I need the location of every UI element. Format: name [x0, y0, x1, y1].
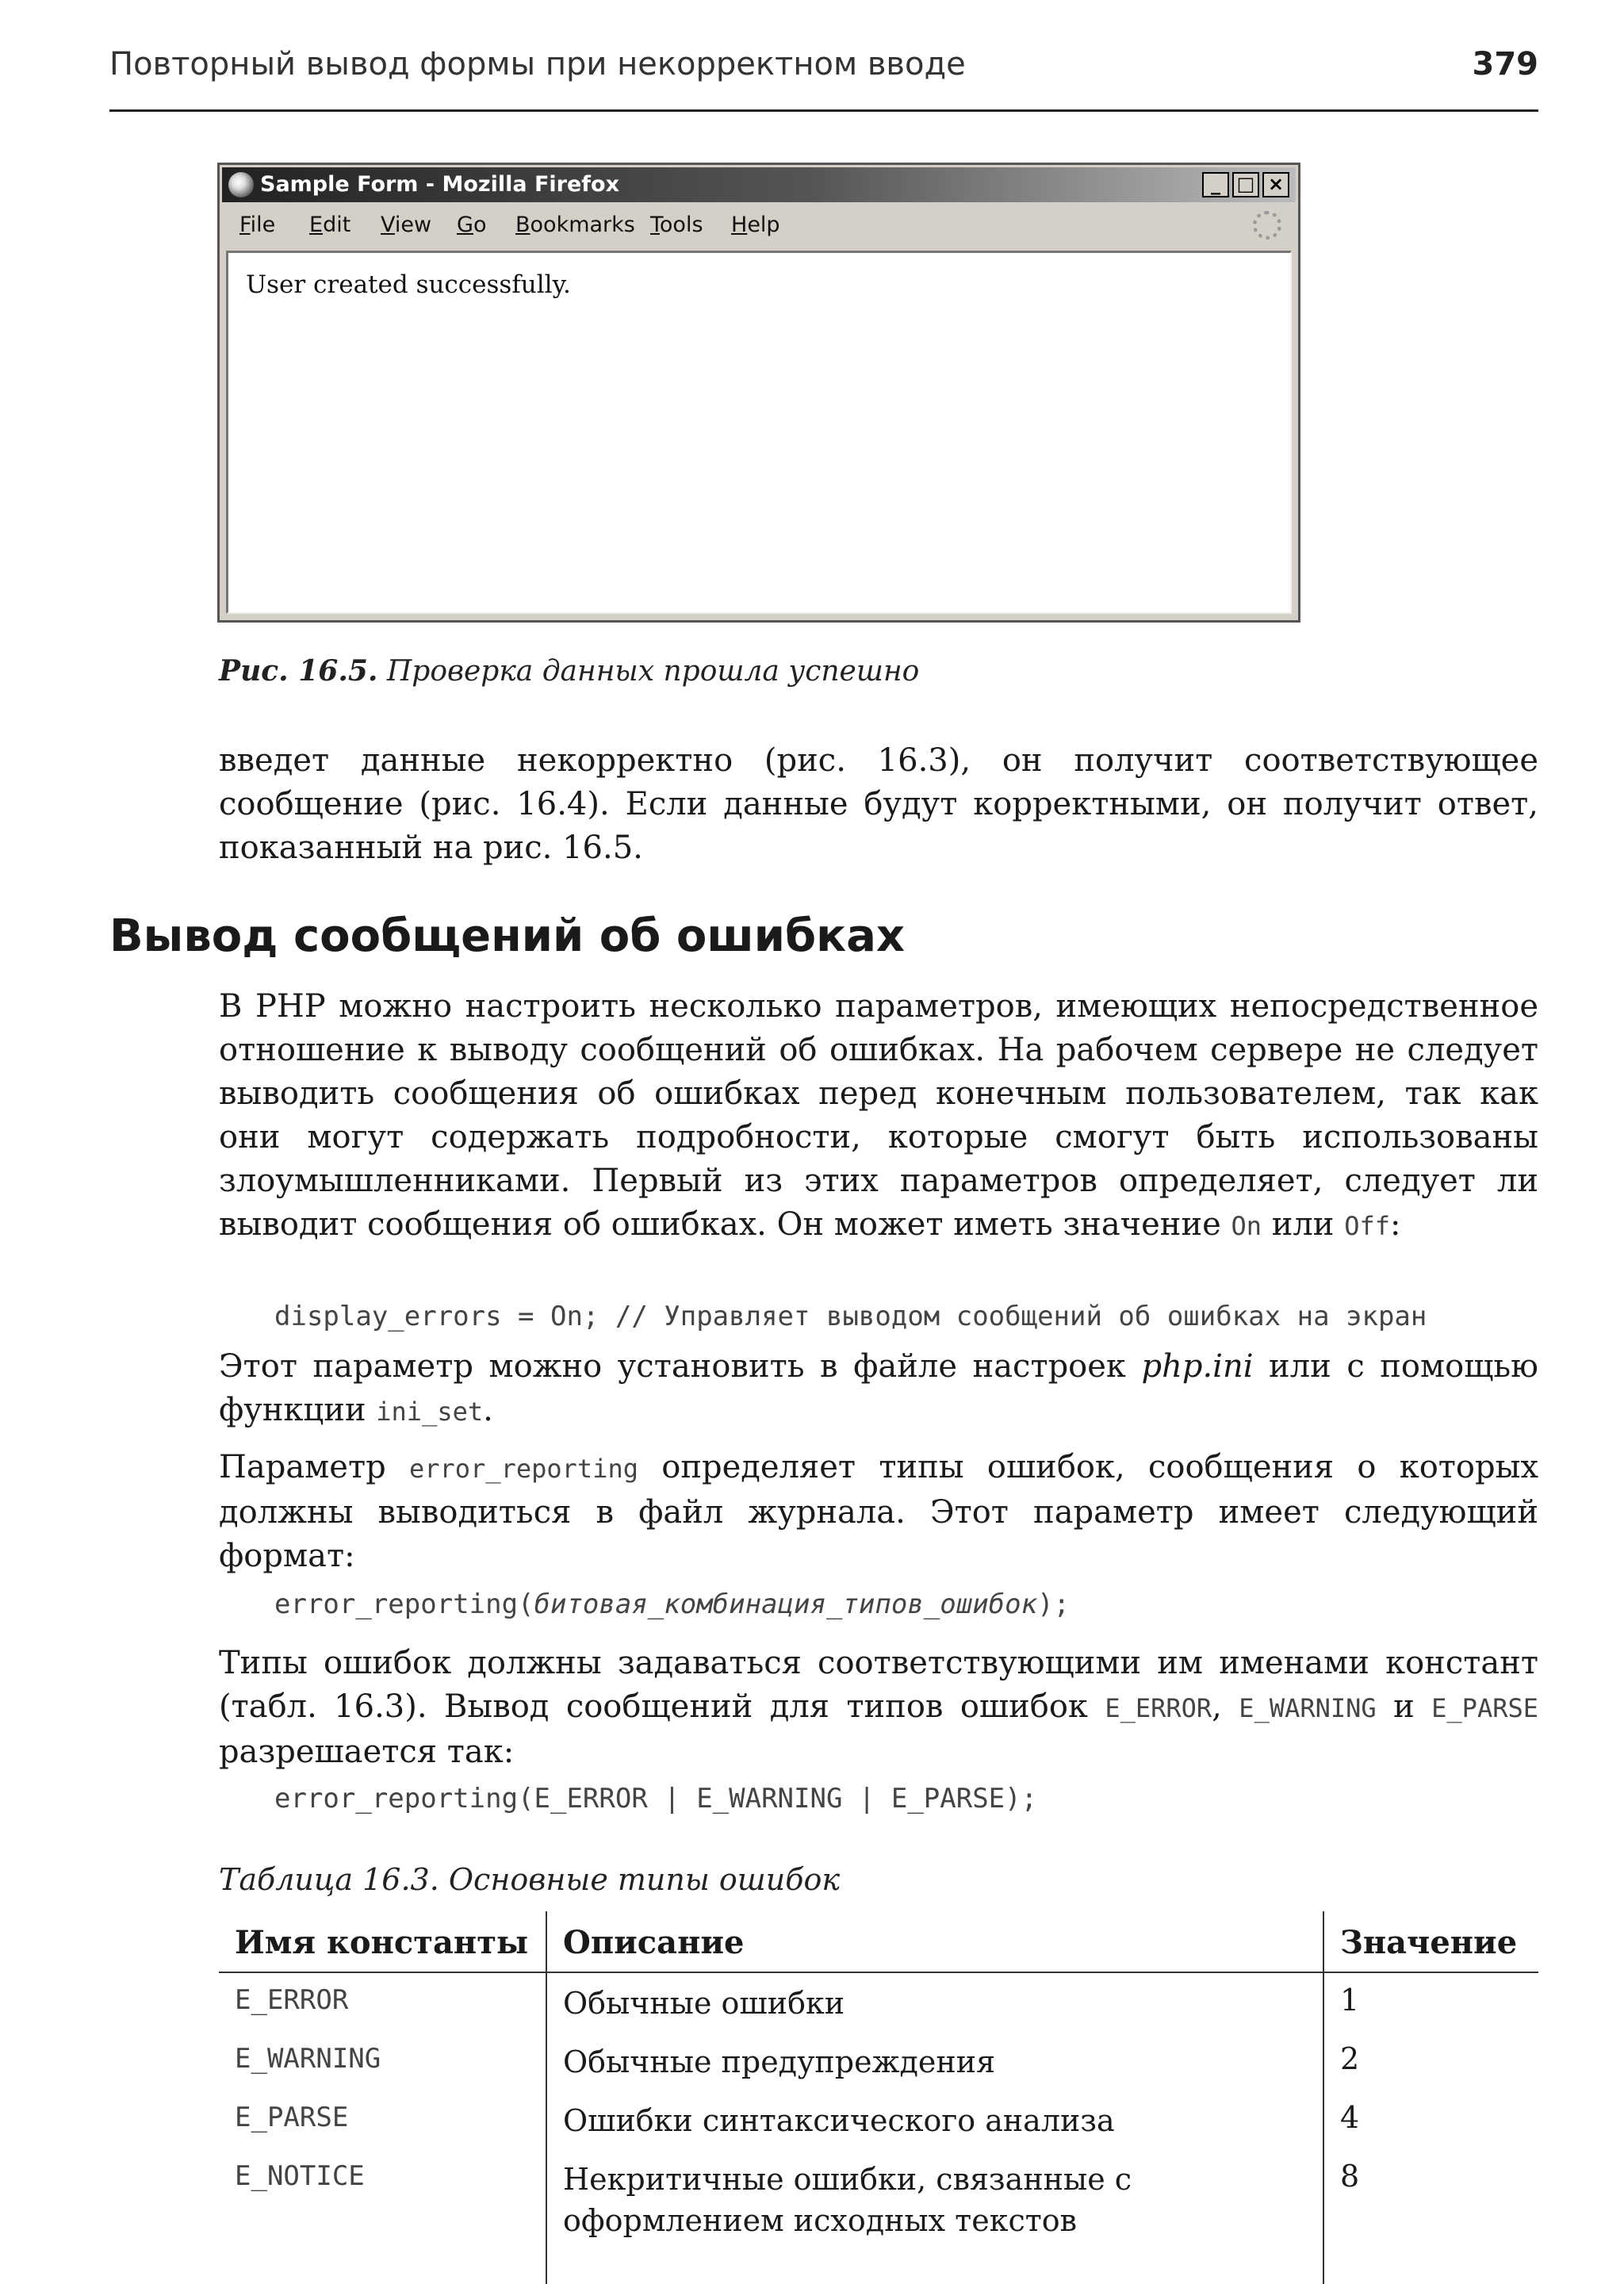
menu-bookmarks[interactable]: Bookmarks — [515, 213, 635, 237]
menu-file[interactable]: File — [239, 213, 276, 237]
code-e-warning: E_WARNING — [1239, 1693, 1377, 1723]
browser-viewport — [226, 251, 1292, 614]
table-header-row — [219, 1911, 1538, 1973]
paragraph-5-text: Типы ошибок должны задаваться соответствующими им именами констант (табл. 16.3). Вывод сообщений для типов ошибок — [219, 1645, 1538, 1725]
table-row — [219, 2090, 1538, 2149]
paragraph-3-end: . — [483, 1392, 493, 1428]
file-name: php.ini — [1141, 1348, 1254, 1385]
menu-tools[interactable]: Tools — [650, 213, 703, 237]
code-2-end: ); — [1037, 1588, 1071, 1620]
paragraph-5-sep: , — [1212, 1688, 1239, 1725]
figure-caption — [219, 654, 919, 688]
cell-value: 4 — [1340, 2100, 1360, 2135]
code-error-reporting-call: error_reporting(E_ERROR | E_WARNING | E_PARSE); — [274, 1783, 1038, 1815]
running-title: Повторный вывод формы при некорректном вводе — [109, 46, 966, 82]
table-row — [219, 2149, 1538, 2249]
paragraph-1: введет данные некорректно (рис. 16.3), он получит соответствующее сообщение (рис. 16.4). Если данные будут корректными, он получит ответ, показанный на рис. 16.5. — [219, 742, 1538, 866]
header-constant-name: Имя константы — [235, 1924, 529, 1961]
maximize-button[interactable]: □ — [1232, 172, 1259, 197]
table-row — [219, 1973, 1538, 2032]
code-off: Off — [1344, 1211, 1390, 1241]
code-e-error: E_ERROR — [1105, 1693, 1212, 1723]
figure-caption-text: Проверка данных прошла успешно — [377, 655, 920, 688]
paragraph-3-text: Этот параметр можно установить в файле настроек — [219, 1348, 1142, 1385]
paragraph-2-end: : — [1389, 1206, 1401, 1243]
cell-constant: E_PARSE — [235, 2102, 349, 2133]
minimize-button[interactable]: _ — [1202, 172, 1229, 197]
cell-constant: E_NOTICE — [235, 2160, 365, 2192]
cell-constant: E_WARNING — [235, 2043, 381, 2075]
cell-value: 2 — [1340, 2041, 1360, 2076]
browser-window-figure — [217, 163, 1300, 623]
code-error-reporting: error_reporting — [409, 1454, 638, 1484]
code-e-parse: E_PARSE — [1431, 1693, 1538, 1723]
figure-caption-label: Рис. 16.5. — [219, 654, 378, 688]
cell-constant: E_ERROR — [235, 1984, 349, 2016]
menu-go[interactable]: Go — [457, 213, 487, 237]
paragraph-2-text: В PHP можно настроить несколько параметров, имеющих непосредственное отношение к выводу сообщений об ошибках. На рабочем сервере не следует выводить сообщения об ошибках перед конечным пользователем, так как они могут содержать подробности, которые смогут быть использованы злоумышленниками. Первый из этих параметров определяет, следует ли выводит сообщения об ошибках. Он может иметь значение — [219, 988, 1538, 1243]
cell-description: Обычные ошибки — [563, 1986, 845, 2021]
paragraph-2 — [219, 985, 1538, 1248]
code-2-arg: битовая_комбинация_типов_ошибок — [534, 1588, 1038, 1620]
cell-value: 8 — [1340, 2159, 1360, 2194]
throbber-icon — [1253, 211, 1281, 240]
code-2-start: error_reporting( — [274, 1588, 534, 1620]
menu-view[interactable]: View — [381, 213, 432, 237]
paragraph-5 — [219, 1642, 1538, 1774]
menu-bar — [222, 205, 1296, 246]
error-types-table — [219, 1911, 1538, 2249]
paragraph-3 — [219, 1345, 1538, 1434]
code-error-reporting-format — [274, 1588, 1070, 1620]
paragraph-2-mid: или — [1262, 1206, 1345, 1243]
code-on: On — [1231, 1211, 1262, 1241]
paragraph-5-and: и — [1376, 1688, 1432, 1725]
cell-description: Ошибки синтаксического анализа — [563, 2103, 1115, 2138]
page-number: 379 — [1472, 46, 1538, 82]
menu-edit[interactable]: Edit — [309, 213, 351, 237]
paragraph-4-start: Параметр — [219, 1449, 409, 1485]
section-heading: Вывод сообщений об ошибках — [109, 910, 906, 962]
cell-description: Обычные предупреждения — [563, 2044, 996, 2079]
window-title: Sample Form - Mozilla Firefox — [260, 172, 620, 197]
cell-description: Некритичные ошибки, связанные с оформлением исходных текстов — [563, 2162, 1132, 2238]
header-value: Значение — [1340, 1924, 1518, 1961]
table-caption: Таблица 16.3. Основные типы ошибок — [219, 1862, 841, 1897]
code-display-errors: display_errors = On; // Управляет выводом сообщений об ошибках на экран — [274, 1301, 1427, 1332]
menu-help[interactable]: Help — [731, 213, 780, 237]
window-titlebar — [222, 167, 1296, 202]
table-row — [219, 2032, 1538, 2090]
cell-value: 1 — [1340, 1983, 1360, 2018]
paragraph-5-end: разрешается так: — [219, 1734, 515, 1770]
running-header — [109, 46, 1538, 112]
close-button[interactable]: × — [1262, 172, 1289, 197]
paragraph-3-mid: или с помощью функции — [219, 1348, 1538, 1428]
code-ini-set: ini_set — [376, 1397, 484, 1427]
viewport-message: User created successfully. — [246, 270, 571, 299]
paragraph-4-text: определяет типы ошибок, сообщения о которых должны выводиться в файл журнала. Этот параметр имеет следующий формат: — [219, 1449, 1538, 1574]
paragraph-4 — [219, 1446, 1538, 1578]
firefox-icon — [228, 172, 254, 197]
header-description: Описание — [563, 1924, 745, 1961]
